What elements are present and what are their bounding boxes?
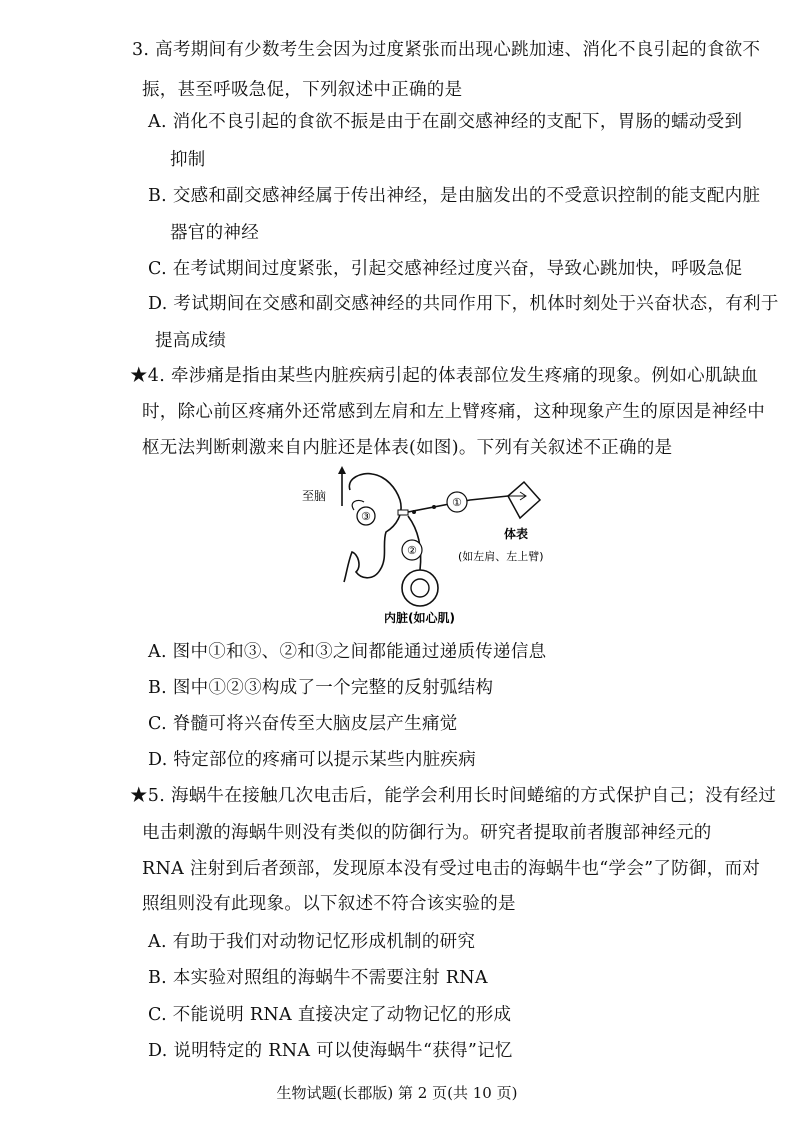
q4-stem-line2: 时，除心前区疼痛外还常感到左肩和左上臂疼痛，这种现象产生的原因是神经中 <box>142 402 765 422</box>
label-body-surface-note: (如左肩、左上臂) <box>458 550 544 563</box>
q5-stem-line1: ★5. 海蜗牛在接触几次电击后，能学会利用长时间蜷缩的方式保护自己；没有经过 <box>130 786 777 806</box>
label-to-brain: 至脑 <box>302 489 327 503</box>
q5-stem-line4: 照组则没有此现象。以下叙述不符合该实验的是 <box>142 894 516 914</box>
q3-option-b-line1: B. 交感和副交感神经属于传出神经，是由脑发出的不受意识控制的能支配内脏 <box>148 186 761 206</box>
q3-option-a-line1: A. 消化不良引起的食欲不振是由于在副交感神经的支配下，胃肠的蠕动受到 <box>148 112 743 132</box>
q5-option-b: B. 本实验对照组的海蜗牛不需要注射 RNA <box>148 968 488 988</box>
q4-option-b: B. 图中①②③构成了一个完整的反射弧结构 <box>148 678 494 698</box>
q5-stem-line2: 电击刺激的海蜗牛则没有类似的防御行为。研究者提取前者腹部神经元的 <box>142 823 712 843</box>
q3-option-d-line1: D. 考试期间在交感和副交感神经的共同作用下，机体时刻处于兴奋状态，有利于 <box>148 294 779 314</box>
q5-option-d: D. 说明特定的 RNA 可以使海蜗牛“获得”记忆 <box>148 1041 513 1061</box>
label-2: ② <box>407 544 417 557</box>
q3-stem-line1: 3. 高考期间有少数考生会因为过度紧张而出现心跳加速、消化不良引起的食欲不 <box>132 40 761 60</box>
label-body-surface: 体表 <box>504 527 529 541</box>
q4-stem-line3: 枢无法判断刺激来自内脏还是体表(如图)。下列有关叙述不正确的是 <box>142 438 673 458</box>
referred-pain-diagram <box>250 462 570 628</box>
label-1: ① <box>452 496 462 509</box>
q5-stem-line3: RNA 注射到后者颈部，发现原本没有受过电击的海蜗牛也“学会”了防御，而对 <box>142 859 761 879</box>
q4-stem-line1: ★4. 牵涉痛是指由某些内脏疾病引起的体表部位发生疼痛的现象。例如心肌缺血 <box>130 366 759 386</box>
q5-option-c: C. 不能说明 RNA 直接决定了动物记忆的形成 <box>148 1005 512 1025</box>
q4-option-a: A. 图中①和③、②和③之间都能通过递质传递信息 <box>148 642 547 662</box>
q3-option-a-line2: 抑制 <box>170 150 206 170</box>
label-viscera: 内脏(如心肌) <box>384 611 455 625</box>
q4-option-c: C. 脊髓可将兴奋传至大脑皮层产生痛觉 <box>148 714 458 734</box>
q3-option-b-line2: 器官的神经 <box>170 223 259 243</box>
page-footer: 生物试题(长郡版) 第 2 页(共 10 页) <box>276 1084 518 1102</box>
q4-option-d: D. 特定部位的疼痛可以提示某些内脏疾病 <box>148 750 477 770</box>
q3-option-c: C. 在考试期间过度紧张，引起交感神经过度兴奋，导致心跳加快，呼吸急促 <box>148 259 743 279</box>
label-3: ③ <box>361 510 371 523</box>
q3-option-d-line2: 提高成绩 <box>155 331 227 351</box>
q5-option-a: A. 有助于我们对动物记忆形成机制的研究 <box>148 932 476 952</box>
q3-stem-line2: 振，甚至呼吸急促，下列叙述中正确的是 <box>142 80 463 100</box>
